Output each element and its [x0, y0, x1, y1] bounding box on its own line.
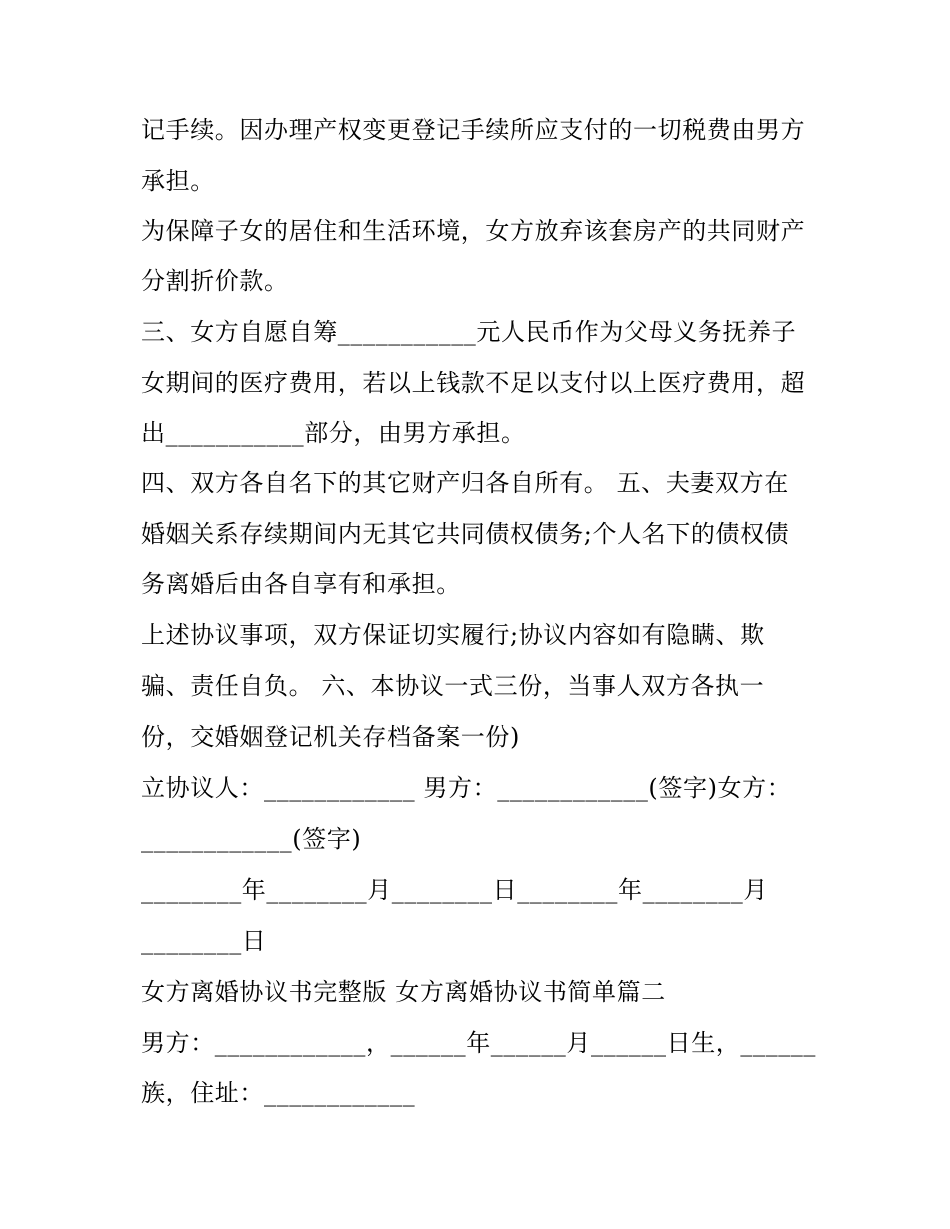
text-line: ____________(签字)	[141, 825, 362, 853]
text-line: 记手续。因办理产权变更登记手续所应支付的一切税费由男方	[141, 116, 806, 144]
text-line: 承担。	[141, 167, 215, 195]
text-line: 为保障子女的居住和生活环境，女方放弃该套房产的共同财产	[141, 217, 806, 245]
text-line: 婚姻关系存续期间内无其它共同债权债务;个人名下的债权债	[141, 520, 790, 548]
text-line: 男方：____________，______年______月______日生，______	[141, 1029, 816, 1057]
text-line: 三、女方自愿自筹___________元人民币作为父母义务抚养子	[141, 318, 797, 346]
text-line: 分割折价款。	[141, 267, 289, 295]
text-line: 女期间的医疗费用，若以上钱款不足以支付以上医疗费用，超	[141, 369, 806, 397]
text-line: 上述协议事项，双方保证切实履行;协议内容如有隐瞒、欺	[141, 621, 765, 649]
text-line: ________年________月________日________年________月	[141, 876, 768, 904]
text-line: 四、双方各自名下的其它财产归各自所有。 五、夫妻双方在	[141, 469, 789, 497]
text-line: 务离婚后由各自享有和承担。	[141, 570, 461, 598]
text-line: 出___________部分，由男方承担。	[141, 419, 526, 447]
text-line: 骗、责任自负。 六、本协议一式三份，当事人双方各执一	[141, 672, 765, 700]
text-line: 立协议人：____________ 男方：____________(签字)女方：	[141, 774, 792, 802]
text-line: 份，交婚姻登记机关存档备案一份)	[141, 723, 520, 751]
section-heading: 女方离婚协议书完整版 女方离婚协议书简单篇二	[141, 978, 666, 1006]
text-line: ________日	[141, 927, 267, 955]
text-line: 族，住址：____________	[141, 1079, 416, 1107]
